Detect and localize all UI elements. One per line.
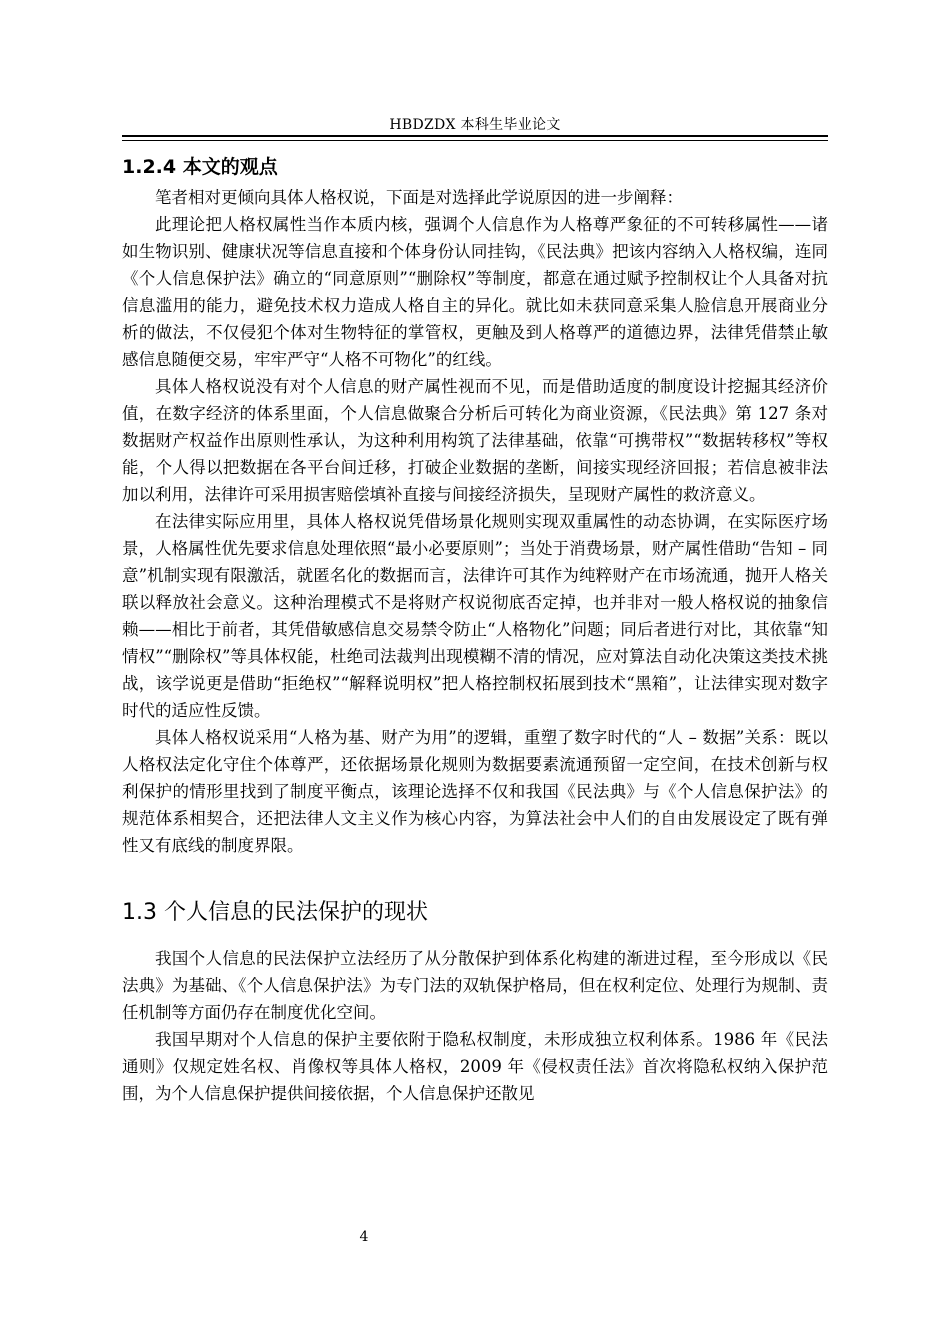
header-rule-thick: [122, 135, 828, 137]
section-heading-1-2-4: 1.2.4 本文的观点: [122, 156, 278, 178]
paragraph: 我国早期对个人信息的保护主要依附于隐私权制度，未形成独立权利体系。1986 年《民法通则》仅规定姓名权、肖像权等具体人格权，2009 年《侵权责任法》首次将隐私权纳入保护范围，为个人信息保护提供间接依据，个人信息保护还散见: [122, 1030, 828, 1103]
paragraph: 笔者相对更倾向具体人格权说，下面是对选择此学说原因的进一步阐释：: [155, 188, 683, 207]
paragraph: 具体人格权说采用“人格为基、财产为用”的逻辑，重塑了数字时代的“人 – 数据”关系：既以人格权法定化守住个体尊严，还依据场景化规则为数据要素流通预留一定空间，在技术创新与权利保护的情形里找到了制度平衡点，该理论选择不仅和我国《民法典》与《个人信息保护法》的规范体系相契合，还把法律人文主义作为核心内容，为算法社会中人们的自由发展设定了既有弹性又有底线的制度界限。: [122, 728, 828, 855]
paragraph: 在法律实际应用里，具体人格权说凭借场景化规则实现双重属性的动态协调，在实际医疗场景，人格属性优先要求信息处理依照“最小必要原则”；当处于消费场景，财产属性借助“告知 – 同意”机制实现有限激活，就匿名化的数据而言，法律许可其作为纯粹财产在市场流通，抛开人格关联以释放社会意义。这种治理模式不是将财产权说彻底否定掉，也并非对一般人格权说的抽象信赖——相比于前者，其凭借敏感信息交易禁令防止“人格物化”问题；同后者进行对比，其依靠“知情权”“删除权”等具体权能，杜绝司法裁判出现模糊不清的情况，应对算法自动化决策这类技术挑战，该学说更是借助“拒绝权”“解释说明权”把人格控制权拓展到技术“黑箱”，让法律实现对数字时代的适应性反馈。: [122, 512, 828, 720]
paragraph: 此理论把人格权属性当作本质内核，强调个人信息作为人格尊严象征的不可转移属性——诸如生物识别、健康状况等信息直接和个体身份认同挂钩，《民法典》把该内容纳入人格权编，连同《个人信息保护法》确立的“同意原则”“删除权”等制度，都意在通过赋予控制权让个人具备对抗信息滥用的能力，避免技术权力造成人格自主的异化。就比如未获同意采集人脸信息开展商业分析的做法，不仅侵犯个体对生物特征的掌管权，更触及到人格尊严的道德边界，法律凭借禁止敏感信息随便交易，牢牢严守“人格不可物化”的红线。: [122, 215, 828, 369]
page-number: 4: [359, 1229, 369, 1245]
header-rule-thin: [122, 140, 828, 141]
paragraph: 具体人格权说没有对个人信息的财产属性视而不见，而是借助适度的制度设计挖掘其经济价值，在数字经济的体系里面，个人信息做聚合分析后可转化为商业资源，《民法典》第 127 条对数据财产权益作出原则性承认，为这种利用构筑了法律基础，依靠“可携带权”“数据转移权”等权能，个人得以把数据在各平台间迁移，打破企业数据的垄断，间接实现经济回报；若信息被非法加以利用，法律许可采用损害赔偿填补直接与间接经济损失，呈现财产属性的救济意义。: [122, 377, 828, 504]
section-heading-1-3: 1.3 个人信息的民法保护的现状: [122, 900, 428, 925]
running-header: HBDZDX 本科生毕业论文: [389, 117, 561, 133]
paragraph: 我国个人信息的民法保护立法经历了从分散保护到体系化构建的渐进过程，至今形成以《民法典》为基础、《个人信息保护法》为专门法的双轨保护格局，但在权利定位、处理行为规制、责任机制等方面仍存在制度优化空间。: [122, 949, 828, 1022]
body-content: [122, 150, 828, 1107]
